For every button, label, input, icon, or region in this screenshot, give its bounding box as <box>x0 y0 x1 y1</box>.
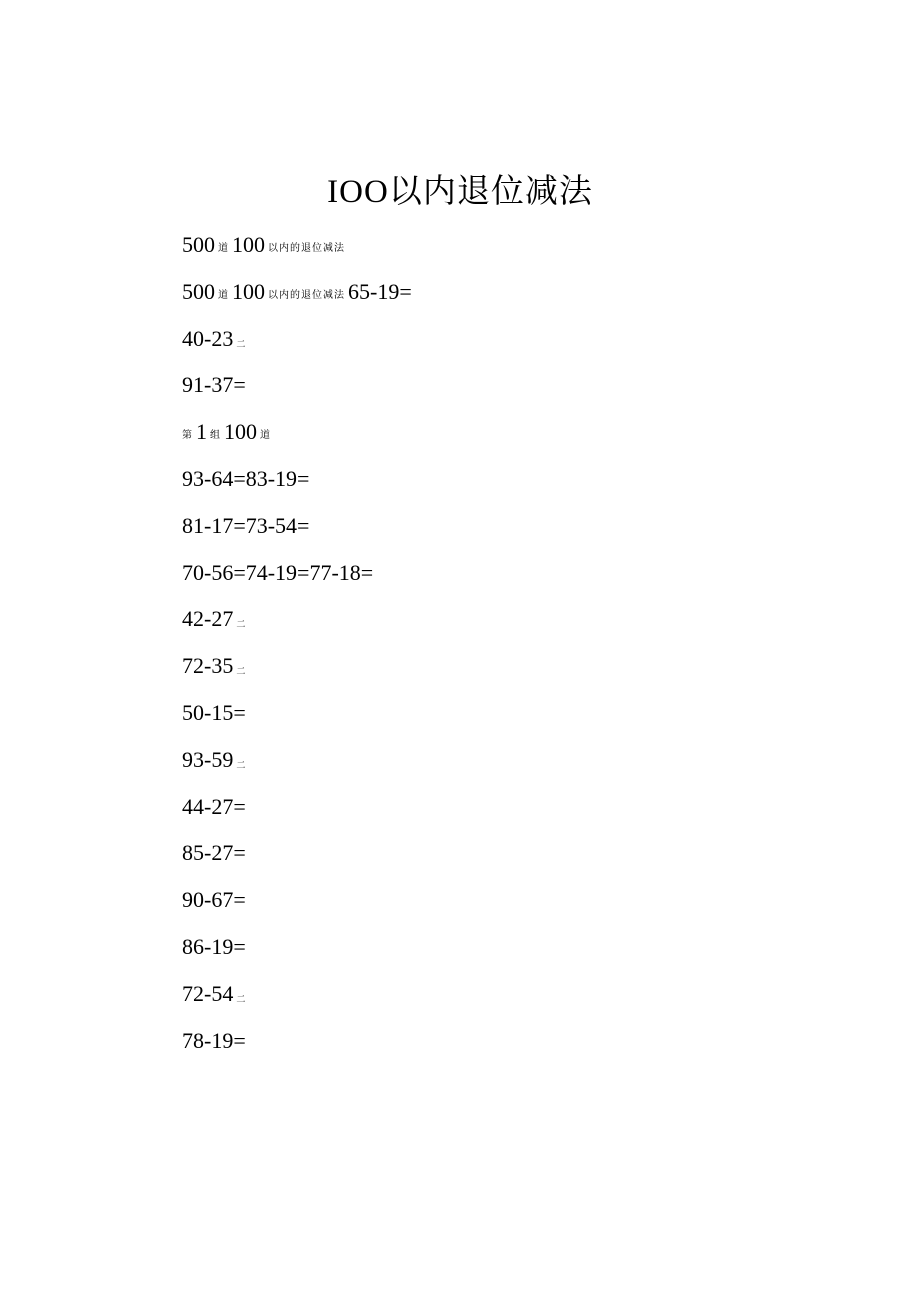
page-title: IOO以内退位减法 <box>327 174 593 210</box>
group-count: 100 <box>224 419 257 445</box>
unit-word: 道 <box>218 243 229 254</box>
group-heading <box>182 415 882 462</box>
header-line <box>182 228 882 275</box>
problem-line <box>182 930 882 977</box>
group-word: 组 <box>210 430 221 442</box>
problem-line <box>182 602 882 649</box>
problem-expression: 90-67= <box>182 887 246 913</box>
description-text: 以内的退位减法 <box>268 289 345 301</box>
range-number: 100 <box>232 232 265 257</box>
problem-line <box>182 509 882 556</box>
problem-line <box>182 836 882 883</box>
problem-expression: 81-17=73-54= <box>182 512 310 538</box>
problem-line <box>182 977 882 1024</box>
equals-mark: 二 <box>236 666 246 677</box>
group-number: 1 <box>196 419 207 445</box>
problem-expression: 65-19= <box>348 278 412 304</box>
problem-line <box>182 462 882 509</box>
problem-line <box>182 368 882 415</box>
equals-mark: 二 <box>236 338 246 349</box>
range-number: 100 <box>232 278 265 304</box>
problem-expression: 50-15= <box>182 699 246 725</box>
ordinal-word: 第 <box>182 430 193 442</box>
count-number: 500 <box>182 278 215 304</box>
problem-expression: 86-19= <box>182 933 246 959</box>
problem-expression: 42-27 <box>182 606 234 632</box>
problem-expression: 72-54 <box>182 980 234 1006</box>
equals-mark: 二 <box>236 993 246 1004</box>
description-text: 以内的退位减法 <box>268 243 345 254</box>
header-line-2 <box>182 275 882 322</box>
problem-expression: 93-59 <box>182 746 234 772</box>
problem-list <box>182 228 882 1070</box>
unit-word: 道 <box>218 289 229 301</box>
problem-line <box>182 556 882 603</box>
problem-expression: 40-23 <box>182 325 234 351</box>
problem-expression: 85-27= <box>182 840 246 866</box>
problem-line <box>182 649 882 696</box>
problem-line <box>182 883 882 930</box>
count-number: 500 <box>182 232 215 257</box>
equals-mark: 二 <box>236 759 246 770</box>
problem-line <box>182 1024 882 1071</box>
problem-expression: 72-35 <box>182 653 234 679</box>
problem-line <box>182 743 882 790</box>
problem-expression: 93-64=83-19= <box>182 465 310 491</box>
problem-expression: 78-19= <box>182 1027 246 1053</box>
problem-line <box>182 696 882 743</box>
problem-expression: 91-37= <box>182 372 246 398</box>
problem-expression: 44-27= <box>182 793 246 819</box>
equals-mark: 二 <box>236 619 246 630</box>
problem-line <box>182 322 882 369</box>
problem-expression: 70-56=74-19=77-18= <box>182 559 374 585</box>
problem-line <box>182 790 882 837</box>
unit-word: 道 <box>260 430 271 442</box>
